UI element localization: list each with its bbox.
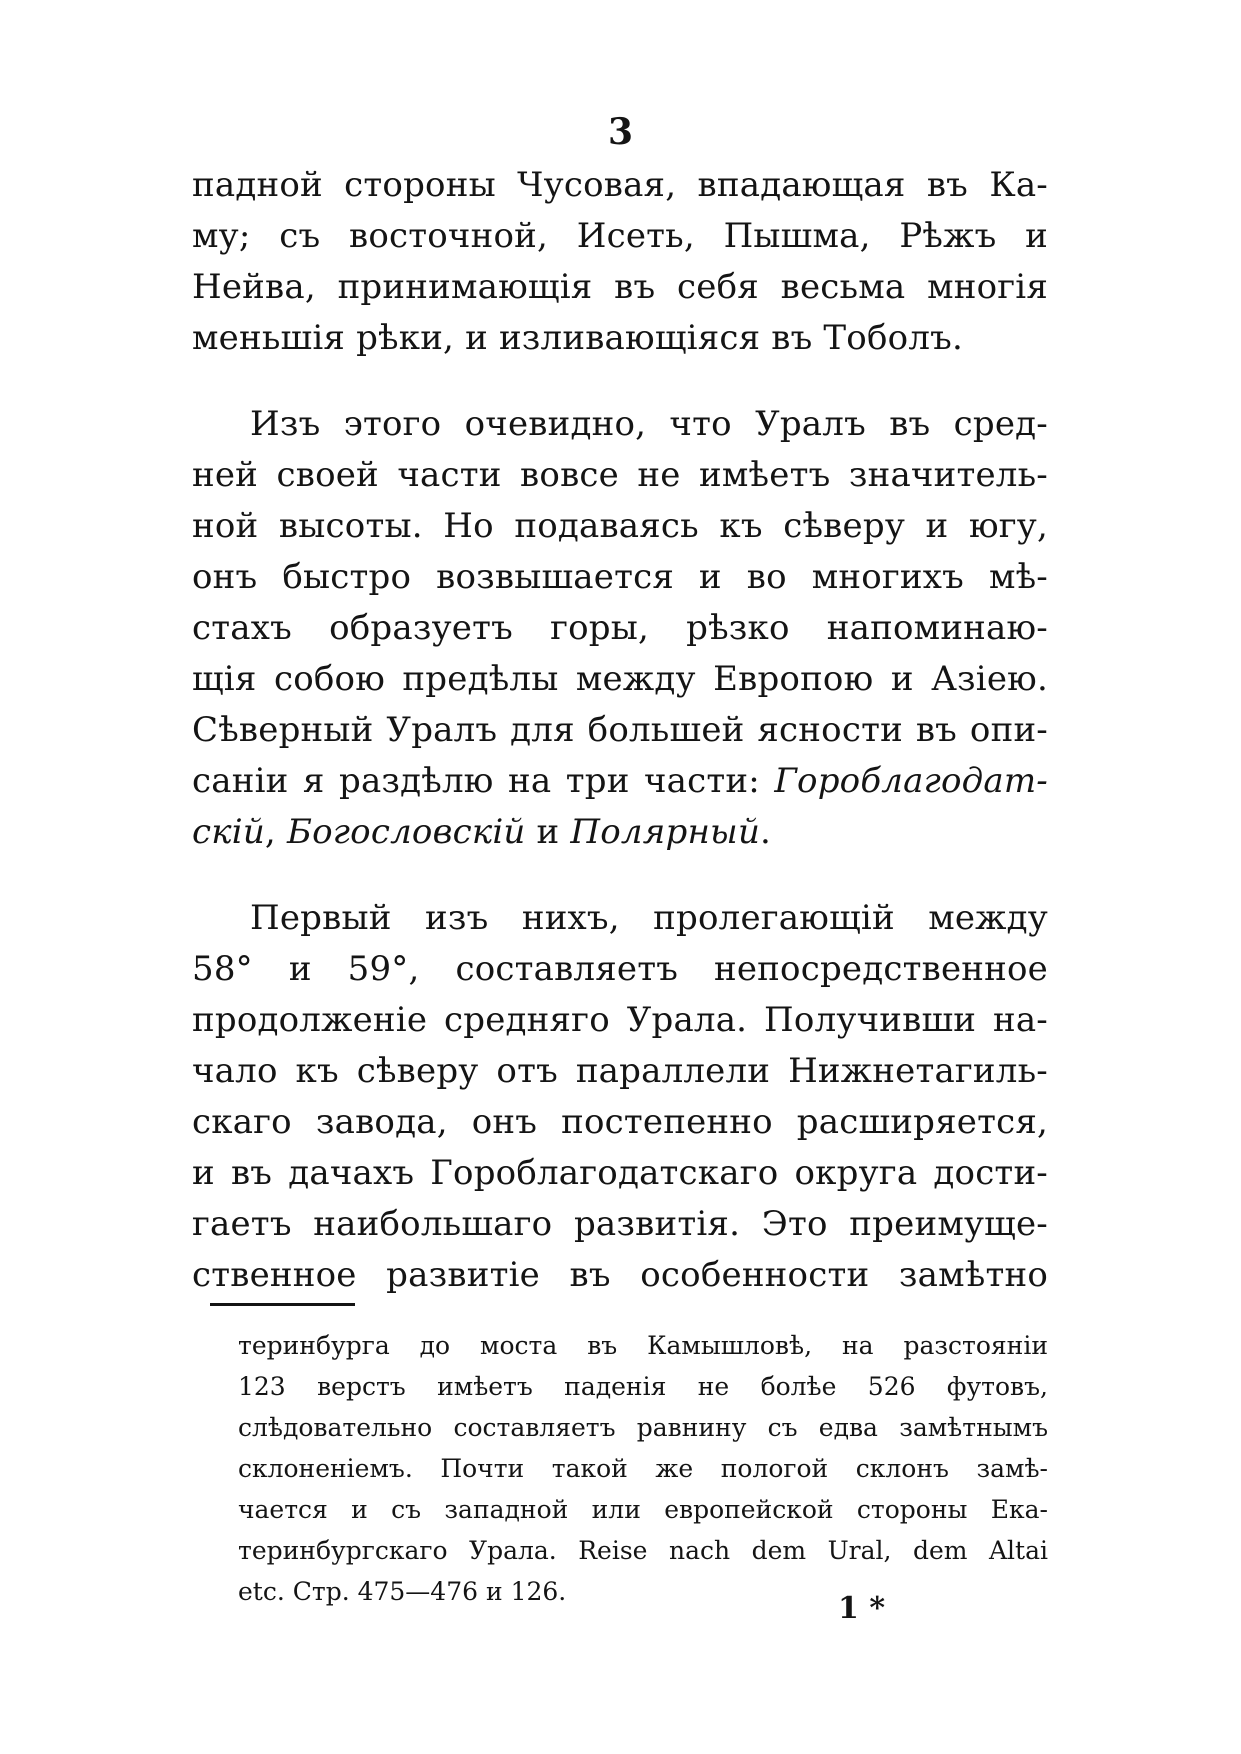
text-line: Сѣверный Уралъ для большей ясности въ опи-: [192, 710, 1048, 750]
text-line: и въ дачахъ Гороблагодатскаго округа дости-: [192, 1153, 1048, 1193]
footnote-rule: [210, 1303, 355, 1306]
italic-segment: Гороблагодат-: [774, 761, 1048, 801]
text-line: [192, 807, 1048, 858]
footnote-line: склоненіемъ. Почти такой же пологой склонъ замѣ-: [238, 1454, 1048, 1483]
text-segment: и: [525, 812, 571, 852]
page-number: 3: [607, 111, 634, 153]
footnote: [238, 1325, 1048, 1612]
paragraph-1: [192, 160, 1048, 364]
text-line: гаетъ наибольшаго развитія. Это преимуще-: [192, 1204, 1048, 1244]
text-line: падной стороны Чусовая, впадающая въ Ка-: [192, 165, 1048, 205]
italic-segment: скій: [192, 812, 265, 852]
text-segment: .: [760, 812, 772, 852]
italic-segment: Богословскій: [286, 812, 526, 852]
text-line: ственное развитіе въ особенности замѣтно: [192, 1255, 1048, 1295]
footnote-line: теринбурга до моста въ Камышловѣ, на разстояніи: [238, 1331, 1048, 1360]
signature-mark: 1 *: [838, 1591, 886, 1626]
text-line: ной высоты. Но подаваясь къ сѣверу и югу,: [192, 506, 1048, 546]
text-segment: ,: [264, 812, 287, 852]
text-line: Первый изъ нихъ, пролегающій между: [250, 898, 1048, 938]
footnote-line: теринбургскаго Урала. Reise nach dem Ural, dem Altai: [238, 1536, 1048, 1565]
text-line: щія собою предѣлы между Европою и Азіею.: [192, 659, 1048, 699]
text-segment: саніи я раздѣлю на три части:: [192, 761, 775, 801]
main-text: [192, 160, 1048, 1301]
text-line: продолженіе средняго Урала. Получивши на-: [192, 1000, 1048, 1040]
text-line: меньшія рѣки, и изливающіяся въ Тоболъ.: [192, 318, 963, 358]
paragraph-3: [192, 893, 1048, 1301]
text-line: скаго завода, онъ постепенно расширяется,: [192, 1102, 1048, 1142]
footnote-line: 123 верстъ имѣетъ паденія не болѣе 526 футовъ,: [238, 1372, 1048, 1401]
text-line: Нейва, принимающія въ себя весьма многія: [192, 267, 1048, 307]
text-line: чало къ сѣверу отъ параллели Нижнетагиль-: [192, 1051, 1048, 1091]
text-line: 58° и 59°, составляетъ непосредственное: [192, 949, 1048, 989]
paragraph-gap: [192, 858, 1048, 893]
italic-segment: Полярный: [570, 812, 761, 852]
paragraph-gap: [192, 364, 1048, 399]
text-line: му; съ восточной, Исеть, Пышма, Рѣжъ и: [192, 216, 1048, 256]
text-line: ней своей части вовсе не имѣетъ значитель-: [192, 455, 1048, 495]
text-line: стахъ образуетъ горы, рѣзко напоминаю-: [192, 608, 1048, 648]
paragraph-2: [192, 399, 1048, 858]
footnote-line: чается и съ западной или европейской стороны Ека-: [238, 1495, 1048, 1524]
text-line: онъ быстро возвышается и во многихъ мѣ-: [192, 557, 1048, 597]
footnote-line: etc. Стр. 475—476 и 126.: [238, 1577, 567, 1606]
footnote-line: слѣдовательно составляетъ равнину съ едва замѣтнымъ: [238, 1413, 1048, 1442]
text-line: Изъ этого очевидно, что Уралъ въ сред-: [250, 404, 1048, 444]
text-line: [192, 756, 1048, 807]
